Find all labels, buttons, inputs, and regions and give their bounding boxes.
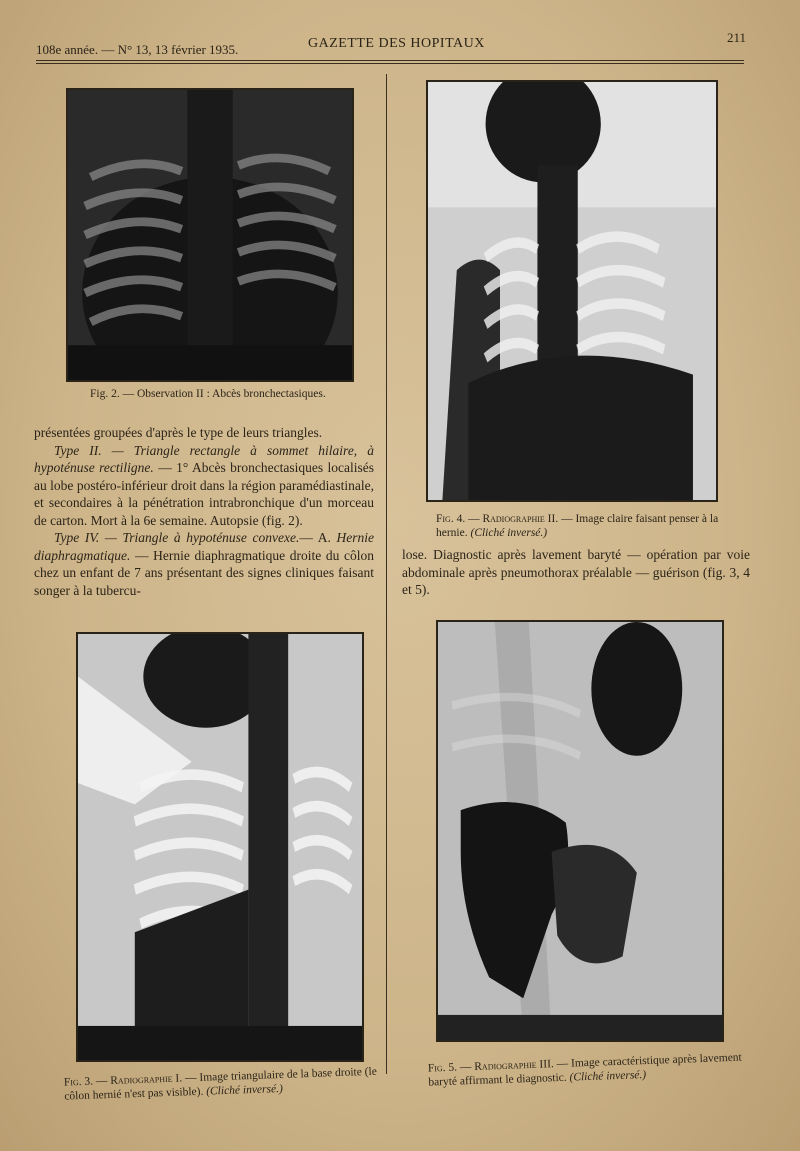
left-column-text <box>34 424 374 599</box>
intro-paragraph: présentées groupées d'après le type de leurs triangles. <box>34 425 323 440</box>
figure-3-caption-text: Image triangulaire de la base droite (le côlon hernié n'est pas visible). <box>64 1065 378 1103</box>
journal-title: GAZETTE DES HOPITAUX <box>308 36 485 51</box>
figure-5-caption-prefix: Fig. 5. — Radiographie III. — <box>427 1057 569 1075</box>
type-4-paragraph <box>34 529 374 599</box>
figure-4-radiograph <box>426 80 718 502</box>
issue-info: 108e année. — N° 13, 13 février 1935. <box>36 42 239 57</box>
figure-3-caption-prefix: Fig. 3. — Radiographie I. — <box>63 1071 197 1089</box>
figure-5-radiograph <box>436 620 724 1042</box>
type-2-label: Type II. — Triangle rectangle à sommet hilaire, à hypoténuse rectiligne. <box>34 442 374 475</box>
type-4-letter: — A. <box>299 530 337 545</box>
header-rule-double <box>36 63 744 64</box>
figure-3-radiograph <box>76 632 364 1062</box>
right-column-text: lose. Diagnostic après lavement baryté — opération par voie abdominale après pneumothorax préalable — guérison (fig. 3, 4 et 5). <box>402 547 750 597</box>
figure-4-caption-credit: (Cliché inversé.) <box>470 527 548 539</box>
figure-4-caption-text: Image claire faisant penser à la hernie. <box>436 513 719 539</box>
figure-3-caption <box>64 1064 385 1103</box>
figure-5-caption <box>428 1050 749 1089</box>
figure-2-radiograph <box>66 88 354 382</box>
type-4-text: — Hernie diaphragmatique droite du côlon chez un enfant de 7 ans présentant des signes cliniques faisant songer à la tubercu- <box>34 547 374 598</box>
column-divider <box>386 74 387 1074</box>
header-rule <box>36 60 744 61</box>
figure-3-caption-credit: (Cliché inversé.) <box>205 1082 284 1098</box>
figure-5-caption-text: Image caractéristique après lavement baryté affirmant le diagnostic. <box>428 1051 742 1089</box>
type-4-sublabel: Hernie diaphragmatique. <box>34 530 374 563</box>
type-4-label: Type IV. — Triangle à hypoténuse convexe. <box>54 530 300 545</box>
page-header <box>36 30 746 60</box>
page-number: 211 <box>726 30 746 45</box>
figure-4-caption-prefix: Fig. 4. — Radiographie II. — <box>436 513 573 525</box>
type-2-text: — 1° Abcès bronchectasiques localisés au lobe postéro-inférieur droit dans la région paramédiastinale, et secondaires à la pénétration intrabronchique d'un morceau de carton. Mort à la 6e semaine. Autopsie (fig. 2). <box>34 460 375 528</box>
type-2-paragraph <box>34 442 374 530</box>
figure-4-caption <box>436 512 726 540</box>
figure-5-caption-credit: (Cliché inversé.) <box>569 1068 647 1084</box>
figure-2-caption: Fig. 2. — Observation II : Abcès bronchectasiques. <box>90 388 326 400</box>
